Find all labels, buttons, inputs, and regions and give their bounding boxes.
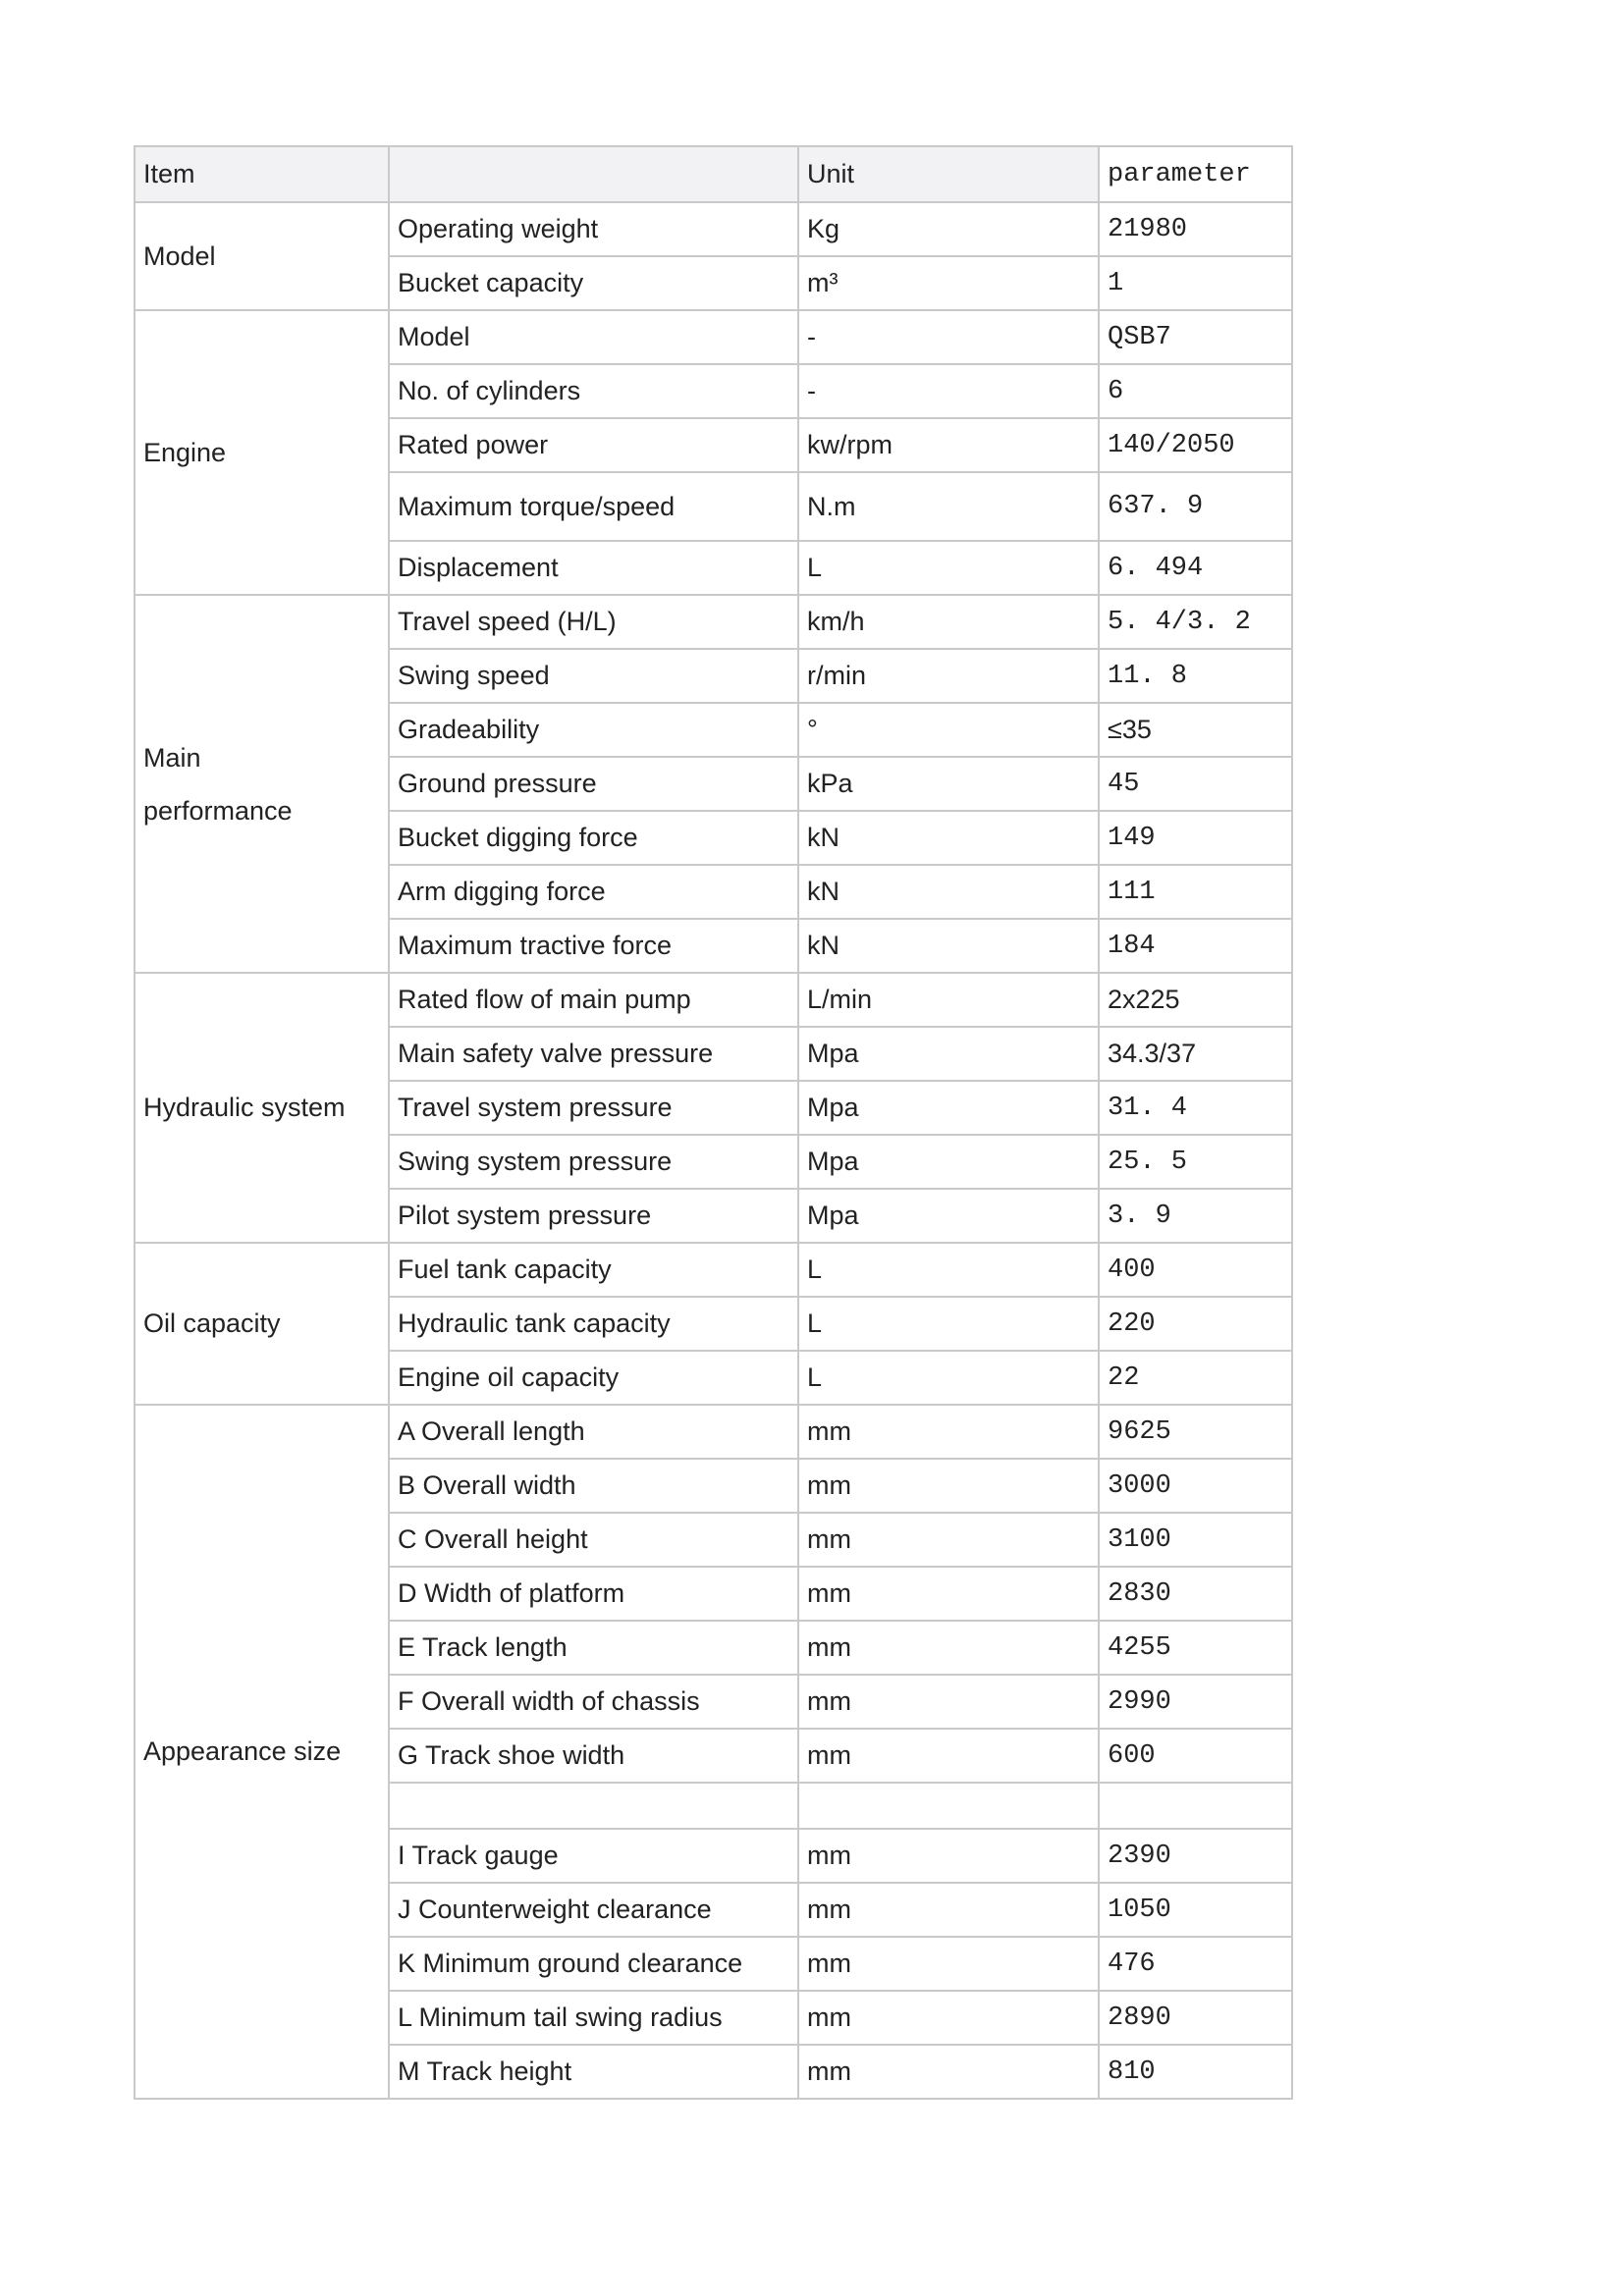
spec-value: 2990 <box>1099 1675 1292 1729</box>
spec-table <box>134 145 1293 2100</box>
spec-label: I Track gauge <box>389 1829 798 1883</box>
group-label-main-performance <box>135 595 389 973</box>
header-sub <box>389 146 798 202</box>
group-label-text: Engine <box>143 437 227 467</box>
spec-unit: N.m <box>798 472 1099 541</box>
group-label-text: Model <box>143 240 216 271</box>
spec-label: Swing speed <box>389 649 798 703</box>
spec-value <box>1099 1783 1292 1829</box>
spec-unit: kPa <box>798 757 1099 811</box>
spec-value: 3. 9 <box>1099 1189 1292 1243</box>
spec-label: M Track height <box>389 2045 798 2099</box>
spec-unit: mm <box>798 1621 1099 1675</box>
spec-unit: kN <box>798 865 1099 919</box>
spec-label: Rated flow of main pump <box>389 973 798 1027</box>
spec-label: Engine oil capacity <box>389 1351 798 1405</box>
spec-label: A Overall length <box>389 1405 798 1459</box>
spec-value: 45 <box>1099 757 1292 811</box>
spec-value: 3000 <box>1099 1459 1292 1513</box>
spec-unit: L <box>798 1243 1099 1297</box>
spec-unit: L <box>798 541 1099 595</box>
spec-unit: mm <box>798 1459 1099 1513</box>
spec-value: 400 <box>1099 1243 1292 1297</box>
spec-unit: - <box>798 364 1099 418</box>
spec-unit: Mpa <box>798 1027 1099 1081</box>
spec-value: 22 <box>1099 1351 1292 1405</box>
spec-label: Model <box>389 310 798 364</box>
spec-label: Travel speed (H/L) <box>389 595 798 649</box>
spec-row <box>135 1243 1292 1297</box>
spec-label: J Counterweight clearance <box>389 1883 798 1937</box>
spec-label <box>389 1783 798 1829</box>
spec-row <box>135 1405 1292 1459</box>
spec-label: Maximum tractive force <box>389 919 798 973</box>
spec-label: Maximum torque/speed <box>389 472 798 541</box>
spec-label: F Overall width of chassis <box>389 1675 798 1729</box>
spec-value: 31. 4 <box>1099 1081 1292 1135</box>
spec-value: 6. 494 <box>1099 541 1292 595</box>
spec-value: ≤35 <box>1099 703 1292 757</box>
header-parameter: parameter <box>1099 146 1292 202</box>
spec-value: 5. 4/3. 2 <box>1099 595 1292 649</box>
spec-unit: mm <box>798 2045 1099 2099</box>
spec-label: Hydraulic tank capacity <box>389 1297 798 1351</box>
spec-unit: Kg <box>798 202 1099 256</box>
spec-unit: L/min <box>798 973 1099 1027</box>
spec-unit: mm <box>798 1513 1099 1567</box>
spec-unit: r/min <box>798 649 1099 703</box>
group-label-engine <box>135 310 389 595</box>
spec-unit: kN <box>798 919 1099 973</box>
spec-label: D Width of platform <box>389 1567 798 1621</box>
header-item: Item <box>135 146 389 202</box>
spec-unit: mm <box>798 1729 1099 1783</box>
spec-value: 140/2050 <box>1099 418 1292 472</box>
spec-label: Main safety valve pressure <box>389 1027 798 1081</box>
spec-value: QSB7 <box>1099 310 1292 364</box>
spec-label: L Minimum tail swing radius <box>389 1991 798 2045</box>
spec-unit: mm <box>798 1567 1099 1621</box>
group-label-oil-capacity <box>135 1243 389 1405</box>
spec-unit: L <box>798 1351 1099 1405</box>
group-label-hydraulic-system <box>135 973 389 1243</box>
spec-unit: - <box>798 310 1099 364</box>
spec-label: Bucket digging force <box>389 811 798 865</box>
spec-row <box>135 310 1292 364</box>
spec-unit: mm <box>798 1991 1099 2045</box>
group-label-appearance-size <box>135 1405 389 2099</box>
spec-value: 3100 <box>1099 1513 1292 1567</box>
spec-row <box>135 202 1292 256</box>
spec-unit: ° <box>798 703 1099 757</box>
spec-unit: mm <box>798 1937 1099 1991</box>
spec-value: 25. 5 <box>1099 1135 1292 1189</box>
spec-label: Gradeability <box>389 703 798 757</box>
spec-value: 149 <box>1099 811 1292 865</box>
spec-value: 637. 9 <box>1099 472 1292 541</box>
spec-value: 220 <box>1099 1297 1292 1351</box>
spec-row <box>135 595 1292 649</box>
spec-label: B Overall width <box>389 1459 798 1513</box>
spec-label: G Track shoe width <box>389 1729 798 1783</box>
spec-unit: Mpa <box>798 1135 1099 1189</box>
spec-label: No. of cylinders <box>389 364 798 418</box>
spec-value: 9625 <box>1099 1405 1292 1459</box>
spec-value: 4255 <box>1099 1621 1292 1675</box>
spec-label: Travel system pressure <box>389 1081 798 1135</box>
spec-value: 184 <box>1099 919 1292 973</box>
spec-unit: Mpa <box>798 1189 1099 1243</box>
spec-value: 2830 <box>1099 1567 1292 1621</box>
spec-unit <box>798 1783 1099 1829</box>
spec-label: Rated power <box>389 418 798 472</box>
spec-value: 111 <box>1099 865 1292 919</box>
spec-unit: m³ <box>798 256 1099 310</box>
spec-unit: mm <box>798 1883 1099 1937</box>
spec-value: 810 <box>1099 2045 1292 2099</box>
spec-label: C Overall height <box>389 1513 798 1567</box>
spec-value: 34.3/37 <box>1099 1027 1292 1081</box>
spec-label: E Track length <box>389 1621 798 1675</box>
group-label-text: Hydraulic system <box>143 1093 346 1122</box>
spec-value: 2x225 <box>1099 973 1292 1027</box>
spec-label: Pilot system pressure <box>389 1189 798 1243</box>
spec-label: Displacement <box>389 541 798 595</box>
spec-label: K Minimum ground clearance <box>389 1937 798 1991</box>
group-label-text: Main performance <box>143 742 293 826</box>
spec-unit: mm <box>798 1829 1099 1883</box>
spec-value: 2390 <box>1099 1829 1292 1883</box>
spec-unit: kN <box>798 811 1099 865</box>
spec-value: 11. 8 <box>1099 649 1292 703</box>
spec-value: 476 <box>1099 1937 1292 1991</box>
header-row <box>135 146 1292 202</box>
spec-label: Bucket capacity <box>389 256 798 310</box>
spec-label: Arm digging force <box>389 865 798 919</box>
spec-row <box>135 973 1292 1027</box>
spec-table-container <box>134 145 1293 2100</box>
group-label-text: Oil capacity <box>143 1308 281 1338</box>
spec-label: Ground pressure <box>389 757 798 811</box>
spec-value: 2890 <box>1099 1991 1292 2045</box>
header-unit: Unit <box>798 146 1099 202</box>
spec-unit: km/h <box>798 595 1099 649</box>
spec-label: Swing system pressure <box>389 1135 798 1189</box>
spec-value: 600 <box>1099 1729 1292 1783</box>
group-label-text: Appearance size <box>143 1736 342 1766</box>
spec-unit: kw/rpm <box>798 418 1099 472</box>
spec-unit: mm <box>798 1405 1099 1459</box>
spec-value: 1 <box>1099 256 1292 310</box>
spec-unit: mm <box>798 1675 1099 1729</box>
group-label-model <box>135 202 389 310</box>
spec-label: Operating weight <box>389 202 798 256</box>
spec-value: 6 <box>1099 364 1292 418</box>
spec-label: Fuel tank capacity <box>389 1243 798 1297</box>
spec-unit: Mpa <box>798 1081 1099 1135</box>
spec-value: 1050 <box>1099 1883 1292 1937</box>
spec-unit: L <box>798 1297 1099 1351</box>
spec-value: 21980 <box>1099 202 1292 256</box>
